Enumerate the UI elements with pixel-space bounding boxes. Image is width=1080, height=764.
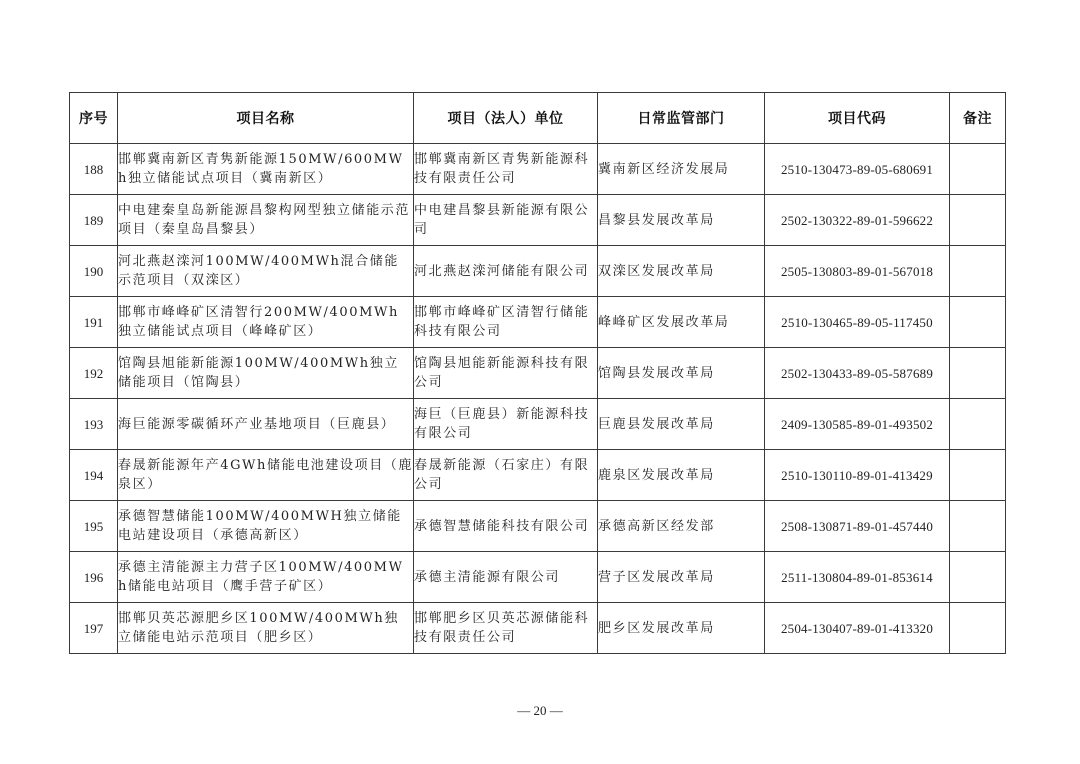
row-legal-unit: 邯郸市峰峰矿区清智行储能科技有限公司: [414, 297, 598, 348]
row-legal-unit: 河北燕赵滦河储能有限公司: [414, 246, 598, 297]
row-note: [950, 552, 1006, 603]
page-number: — 20 —: [517, 703, 563, 718]
row-legal-unit: 海巨（巨鹿县）新能源科技有限公司: [414, 399, 598, 450]
row-project-code: 2409-130585-89-01-493502: [765, 399, 950, 450]
row-project-name: 邯郸市峰峰矿区清智行200MW/400MWh独立储能试点项目（峰峰矿区）: [118, 297, 414, 348]
row-project-code: 2510-130465-89-05-117450: [765, 297, 950, 348]
header-project-name: 项目名称: [118, 93, 414, 144]
row-index: 192: [70, 348, 118, 399]
row-index: 194: [70, 450, 118, 501]
row-project-code: 2502-130322-89-01-596622: [765, 195, 950, 246]
row-index: 195: [70, 501, 118, 552]
row-supervising-dept: 昌黎县发展改革局: [598, 195, 765, 246]
row-project-name: 中电建秦皇岛新能源昌黎构网型独立储能示范项目（秦皇岛昌黎县）: [118, 195, 414, 246]
row-project-name: 河北燕赵滦河100MW/400MWh混合储能示范项目（双滦区）: [118, 246, 414, 297]
row-supervising-dept: 营子区发展改革局: [598, 552, 765, 603]
project-table: [69, 92, 1006, 654]
row-note: [950, 348, 1006, 399]
row-note: [950, 603, 1006, 654]
row-note: [950, 399, 1006, 450]
row-project-code: 2511-130804-89-01-853614: [765, 552, 950, 603]
table-row: [70, 297, 1006, 348]
row-legal-unit: 中电建昌黎县新能源有限公司: [414, 195, 598, 246]
table-row: [70, 246, 1006, 297]
row-project-name: 承德主清能源主力营子区100MW/400MWh储能电站项目（鹰手营子矿区）: [118, 552, 414, 603]
row-note: [950, 297, 1006, 348]
row-project-name: 承德智慧储能100MW/400MWH独立储能电站建设项目（承德高新区）: [118, 501, 414, 552]
row-project-name: 馆陶县旭能新能源100MW/400MWh独立储能项目（馆陶县）: [118, 348, 414, 399]
row-note: [950, 246, 1006, 297]
row-note: [950, 144, 1006, 195]
header-supervising-dept: 日常监管部门: [598, 93, 765, 144]
row-index: 189: [70, 195, 118, 246]
header-index: 序号: [70, 93, 118, 144]
table-row: [70, 501, 1006, 552]
table-row: [70, 144, 1006, 195]
table-header-row: [70, 93, 1006, 144]
row-note: [950, 450, 1006, 501]
row-index: 196: [70, 552, 118, 603]
row-project-code: 2510-130110-89-01-413429: [765, 450, 950, 501]
table-row: [70, 399, 1006, 450]
row-note: [950, 501, 1006, 552]
row-project-code: 2505-130803-89-01-567018: [765, 246, 950, 297]
row-project-code: 2504-130407-89-01-413320: [765, 603, 950, 654]
row-legal-unit: 承德智慧储能科技有限公司: [414, 501, 598, 552]
header-note: 备注: [950, 93, 1006, 144]
table-row: [70, 348, 1006, 399]
row-supervising-dept: 冀南新区经济发展局: [598, 144, 765, 195]
row-project-code: 2510-130473-89-05-680691: [765, 144, 950, 195]
row-index: 193: [70, 399, 118, 450]
header-project-code: 项目代码: [765, 93, 950, 144]
row-project-name: 春晟新能源年产4GWh储能电池建设项目（鹿泉区）: [118, 450, 414, 501]
row-project-code: 2508-130871-89-01-457440: [765, 501, 950, 552]
table-row: [70, 603, 1006, 654]
row-legal-unit: 承德主清能源有限公司: [414, 552, 598, 603]
row-legal-unit: 馆陶县旭能新能源科技有限公司: [414, 348, 598, 399]
row-note: [950, 195, 1006, 246]
row-supervising-dept: 肥乡区发展改革局: [598, 603, 765, 654]
row-supervising-dept: 鹿泉区发展改革局: [598, 450, 765, 501]
row-legal-unit: 邯郸冀南新区青隽新能源科技有限责任公司: [414, 144, 598, 195]
row-project-code: 2502-130433-89-05-587689: [765, 348, 950, 399]
row-project-name: 邯郸贝英芯源肥乡区100MW/400MWh独立储能电站示范项目（肥乡区）: [118, 603, 414, 654]
row-project-name: 海巨能源零碳循环产业基地项目（巨鹿县）: [118, 399, 414, 450]
row-index: 191: [70, 297, 118, 348]
row-legal-unit: 春晟新能源（石家庄）有限公司: [414, 450, 598, 501]
row-project-name: 邯郸冀南新区青隽新能源150MW/600MWh独立储能试点项目（冀南新区）: [118, 144, 414, 195]
row-supervising-dept: 承德高新区经发部: [598, 501, 765, 552]
row-supervising-dept: 双滦区发展改革局: [598, 246, 765, 297]
table-row: [70, 195, 1006, 246]
table-row: [70, 552, 1006, 603]
table-row: [70, 450, 1006, 501]
row-index: 188: [70, 144, 118, 195]
row-index: 190: [70, 246, 118, 297]
row-legal-unit: 邯郸肥乡区贝英芯源储能科技有限责任公司: [414, 603, 598, 654]
row-supervising-dept: 峰峰矿区发展改革局: [598, 297, 765, 348]
row-index: 197: [70, 603, 118, 654]
header-legal-unit: 项目（法人）单位: [414, 93, 598, 144]
row-supervising-dept: 巨鹿县发展改革局: [598, 399, 765, 450]
row-supervising-dept: 馆陶县发展改革局: [598, 348, 765, 399]
